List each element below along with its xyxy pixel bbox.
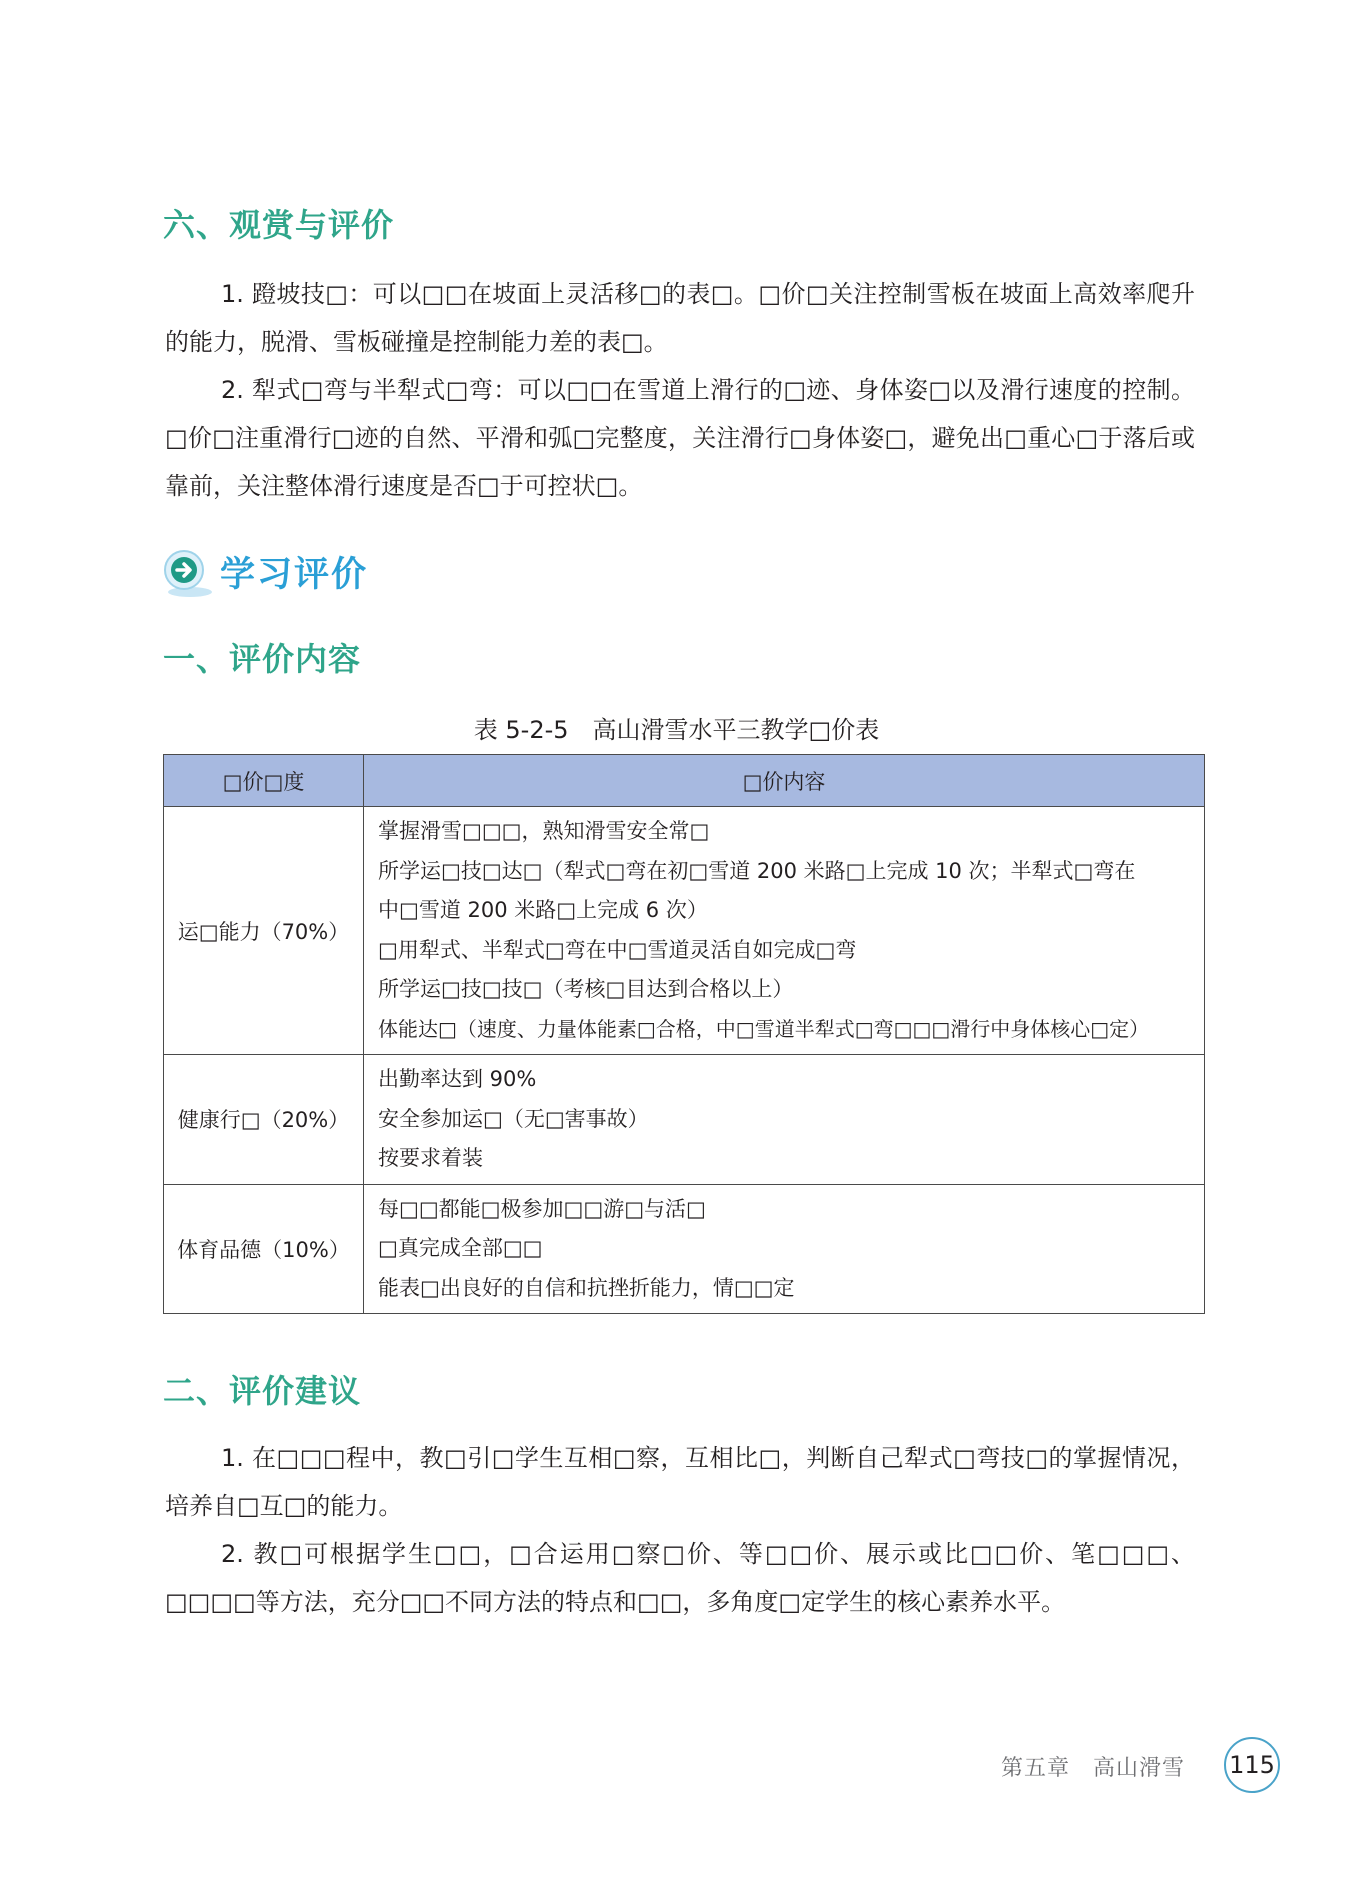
evaluation-table bbox=[163, 754, 1205, 1314]
page-number: 115 bbox=[1224, 1737, 1280, 1793]
content-item: 能表□出良好的自信和抗挫折能力，情□□定 bbox=[378, 1275, 795, 1300]
section2-paragraph-2: 2. 教□可根据学生□□，□合运用□察□价、等□□价、展示或比□□价、笔□□□、□□□□等方法，充分□□不同方法的特点和□□，多角度□定学生的核心素养水平。 bbox=[165, 1540, 1195, 1616]
content-item: 每□□都能□极参加□□游□与活□ bbox=[378, 1196, 706, 1221]
row-dimension: 体育品德（10%） bbox=[164, 1184, 364, 1314]
table-row bbox=[164, 1055, 1205, 1185]
content-item: 中□雪道 200 米路□上完成 6 次） bbox=[378, 898, 708, 922]
content-item: 按要求着装 bbox=[378, 1146, 483, 1170]
section1-heading: 一、评价内容 bbox=[163, 640, 362, 678]
content-item: 体能达□（速度、力量体能素□合格，中□雪道半犁式□弯□□□滑行中身体核心□定） bbox=[378, 1016, 1150, 1041]
content-item: □用犁式、半犁式□弯在中□雪道灵活自如完成□弯 bbox=[378, 937, 857, 962]
content-item: 安全参加运□（无□害事故） bbox=[378, 1106, 649, 1131]
table-row bbox=[164, 807, 1205, 1055]
content-item: 掌握滑雪□□□，熟知滑雪安全常□ bbox=[378, 819, 710, 843]
row-content bbox=[364, 807, 1205, 1055]
header-dimension: □价□度 bbox=[164, 755, 364, 807]
row-dimension: 健康行□（20%） bbox=[164, 1055, 364, 1185]
header-content: □价内容 bbox=[364, 755, 1205, 807]
row-content bbox=[364, 1055, 1205, 1185]
footer-chapter: 第五章 高山滑雪 bbox=[1000, 1756, 1185, 1781]
row-dimension: 运□能力（70%） bbox=[164, 807, 364, 1055]
section6-heading: 六、观赏与评价 bbox=[163, 206, 395, 244]
section2-paragraph-1: 1. 在□□□程中，教□引□学生互相□察，互相比□，判断自己犁式□弯技□的掌握情况，培养自□互□的能力。 bbox=[165, 1444, 1195, 1520]
arrow-circle-icon bbox=[160, 544, 216, 600]
section6-paragraph-2: 2. 犁式□弯与半犁式□弯：可以□□在雪道上滑行的□迹、身体姿□以及滑行速度的控制。□价□注重滑行□迹的自然、平滑和弧□完整度，关注滑行□身体姿□，避免出□重心□于落后或靠前，关注整体滑行速度是否□于可控状□。 bbox=[165, 376, 1195, 500]
section6-paragraph-1: 1. 蹬坡技□：可以□□在坡面上灵活移□的表□。□价□关注控制雪板在坡面上高效率爬升的能力，脱滑、雪板碰撞是控制能力差的表□。 bbox=[165, 280, 1195, 356]
row-content bbox=[364, 1184, 1205, 1314]
content-item: 出勤率达到 90% bbox=[378, 1067, 537, 1091]
content-item: 所学运□技□技□（考核□目达到合格以上） bbox=[378, 977, 794, 1001]
table-header-row bbox=[164, 755, 1205, 807]
table-caption: 表 5-2-5 高山滑雪水平三教学□价表 bbox=[473, 716, 880, 744]
learning-eval-title: 学习评价 bbox=[220, 555, 369, 595]
content-item: 所学运□技□达□（犁式□弯在初□雪道 200 米路□上完成 10 次；半犁式□弯在 bbox=[378, 858, 1136, 883]
section2-heading: 二、评价建议 bbox=[163, 1372, 362, 1410]
table-row bbox=[164, 1184, 1205, 1314]
learning-eval-header bbox=[160, 544, 368, 600]
content-item: □真完成全部□□ bbox=[378, 1236, 543, 1260]
